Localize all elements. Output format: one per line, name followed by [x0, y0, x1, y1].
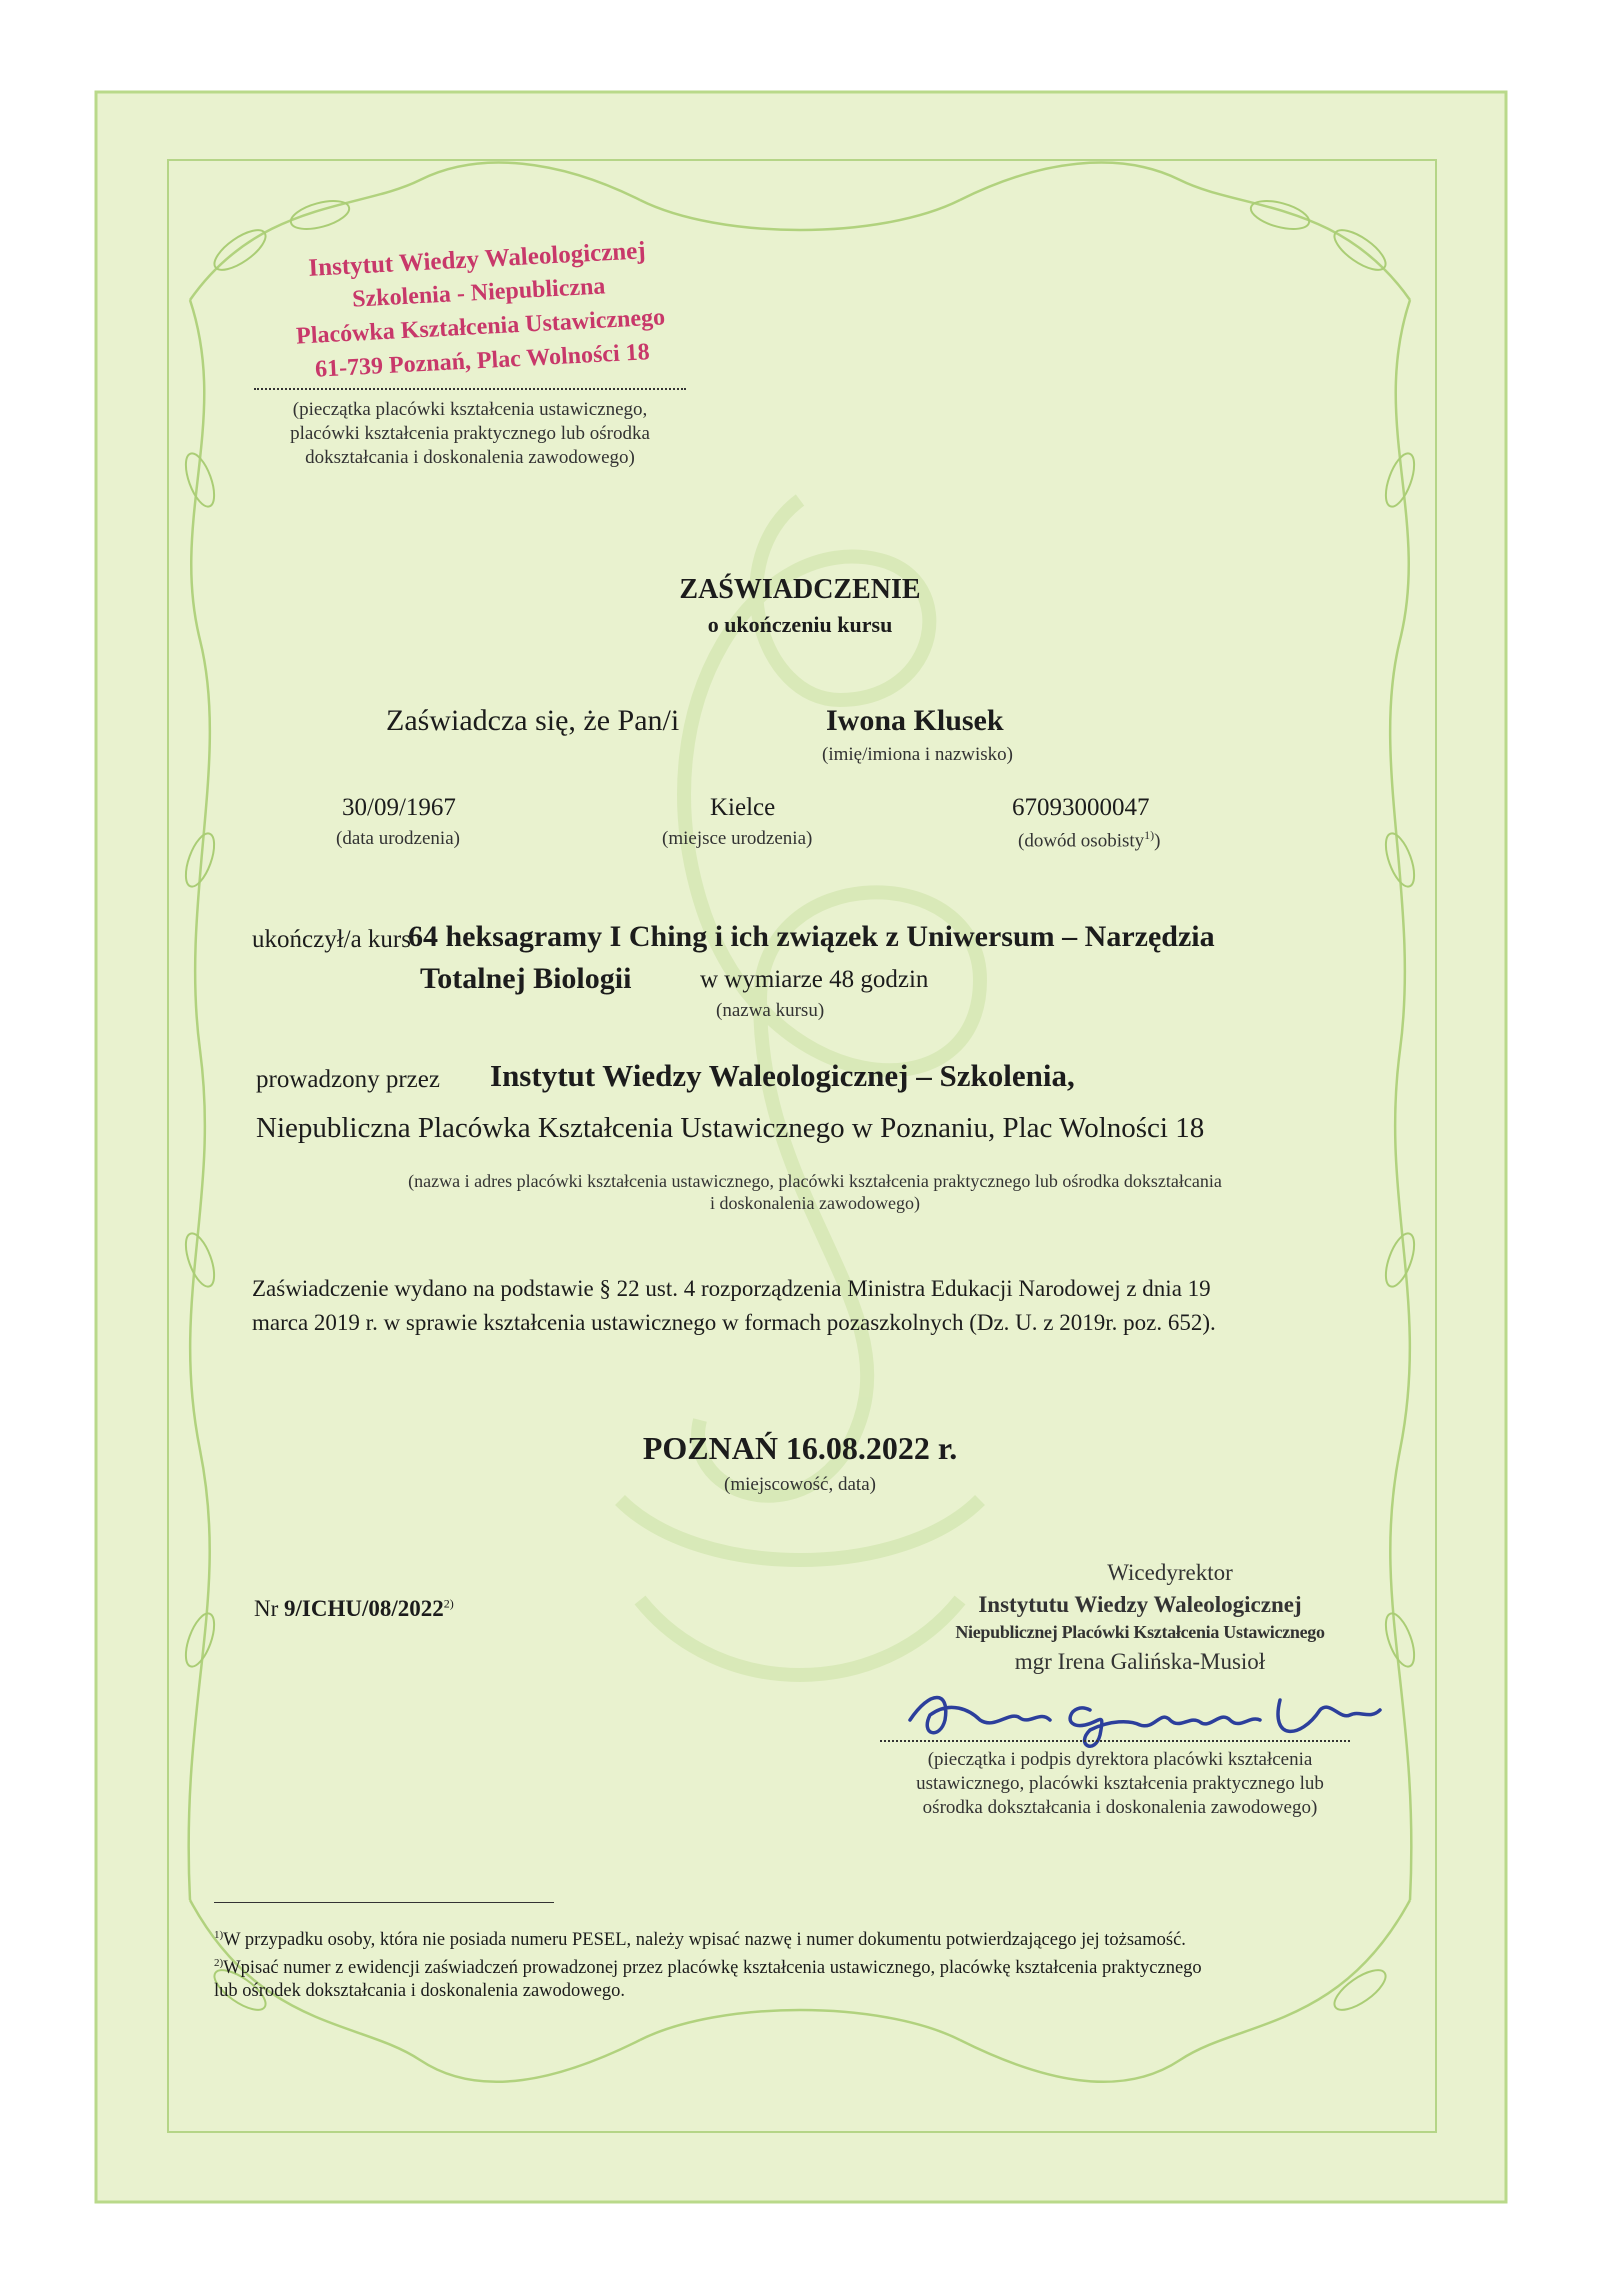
birth-date-caption: (data urodzenia) — [336, 828, 460, 849]
director-title: Wicedyrektor — [1107, 1560, 1233, 1585]
director-name: mgr Irena Galińska-Musioł — [1014, 1649, 1266, 1674]
birth-place: Kielce — [710, 794, 776, 821]
place-and-date: POZNAŃ 16.08.2022 r. — [642, 1430, 958, 1466]
stamp-dotted-line — [254, 388, 686, 390]
footnote-divider — [214, 1902, 554, 1903]
birth-date: 30/09/1967 — [342, 794, 456, 821]
certificate-number — [254, 1596, 454, 1622]
course-name-line2: Totalnej Biologii — [420, 962, 632, 995]
director-caption — [870, 1748, 1370, 1820]
footnote-1 — [214, 1924, 1414, 1952]
organizer-lead: prowadzony przez — [256, 1066, 440, 1093]
document-subtitle: o ukończeniu kursu — [707, 612, 893, 637]
legal-basis-line: Zaświadczenie wydano na podstawie § 22 ust. 4 rozporządzenia Ministra Edukacji Narodowej z dnia 19 — [252, 1276, 1211, 1301]
stamp-line: Placówka Kształcenia Ustawicznego — [295, 304, 666, 350]
stamp-caption-line: placówki kształcenia praktycznego lub ośrodka — [290, 423, 650, 444]
organizer-caption-line: (nazwa i adres placówki kształcenia ustawicznego, placówki kształcenia praktycznego lub ośrodka dokształcania — [408, 1171, 1222, 1191]
footnote-text: Wpisać numer z ewidencji zaświadczeń prowadzonej przez placówkę kształcenia ustawicznego, placówkę kształcenia praktycznego — [223, 1958, 1202, 1979]
director-dotted-line — [880, 1740, 1350, 1742]
number-prefix: Nr — [254, 1596, 285, 1621]
footnote-mark: 2) — [214, 1957, 224, 1970]
organizer-caption-line: i doskonalenia zawodowego) — [710, 1193, 920, 1213]
footnote-text: W przypadku osoby, która nie posiada numeru PESEL, należy wpisać nazwę i numer dokumentu potwierdzającego jej tożsamość. — [223, 1930, 1186, 1951]
footnote-ref: 2) — [443, 1596, 454, 1611]
stamp-line: Szkolenia - Niepubliczna — [351, 273, 606, 313]
director-stamp — [900, 1560, 1380, 1675]
stamp-line: 61-739 Poznań, Plac Wolności 18 — [314, 339, 651, 383]
organizer-caption — [240, 1170, 1390, 1214]
director-caption-line: (pieczątka i podpis dyrektora placówki kształcenia — [927, 1749, 1313, 1770]
director-caption-line: ośrodka dokształcania i doskonalenia zawodowego) — [922, 1797, 1318, 1818]
document-caption-text: (dowód osobisty — [1018, 830, 1145, 852]
organizer-address: Niepubliczna Placówka Kształcenia Ustawicznego w Poznaniu, Plac Wolności 18 — [256, 1112, 1205, 1144]
course-hours: w wymiarze 48 godzin — [700, 966, 929, 993]
director-institution-2: Niepublicznej Placówki Kształcenia Ustawicznego — [955, 1622, 1325, 1642]
footnote-text-continued: lub ośrodek dokształcania i doskonalenia zawodowego. — [214, 1981, 625, 2002]
organizer-name: Instytut Wiedzy Waleologicznej – Szkolenia, — [490, 1058, 1075, 1093]
course-name-caption: (nazwa kursu) — [716, 1000, 825, 1021]
recipient-name-caption: (imię/imiona i nazwisko) — [822, 744, 1014, 765]
document-caption-end: ) — [1154, 830, 1161, 852]
document-title: ZAŚWIADCZENIE — [679, 574, 921, 605]
legal-basis — [252, 1272, 1402, 1340]
place-and-date-caption: (miejscowość, data) — [724, 1474, 876, 1495]
certify-lead: Zaświadcza się, że Pan/i — [386, 704, 680, 737]
course-name-line1: 64 heksagramy I Ching i ich związek z Uniwersum – Narzędzia — [408, 920, 1215, 953]
footnote-ref: 1) — [1144, 828, 1155, 842]
document-number: 67093000047 — [1012, 794, 1150, 821]
stamp-caption-line: dokształcania i doskonalenia zawodowego) — [305, 447, 635, 468]
stamp-line: Instytut Wiedzy Waleologicznej — [307, 237, 647, 282]
director-caption-line: ustawicznego, placówki kształcenia praktycznego lub — [916, 1773, 1324, 1794]
footnote-mark: 1) — [214, 1929, 224, 1941]
institution-stamp — [247, 234, 714, 398]
course-lead: ukończył/a kurs — [252, 926, 411, 953]
document-number-caption — [1018, 828, 1160, 852]
footnotes — [214, 1924, 1414, 2003]
recipient-name: Iwona Klusek — [826, 704, 1004, 737]
birth-place-caption: (miejsce urodzenia) — [662, 828, 813, 849]
legal-basis-line: marca 2019 r. w sprawie kształcenia ustawicznego w formach pozaszkolnych (Dz. U. z 2019r. poz. 652). — [252, 1310, 1216, 1335]
director-institution: Instytutu Wiedzy Waleologicznej — [978, 1592, 1302, 1617]
stamp-caption — [240, 398, 700, 470]
number-value: 9/ICHU/08/2022 — [284, 1596, 444, 1621]
stamp-caption-line: (pieczątka placówki kształcenia ustawicznego, — [292, 399, 648, 420]
footnote-2 — [214, 1952, 1414, 1980]
